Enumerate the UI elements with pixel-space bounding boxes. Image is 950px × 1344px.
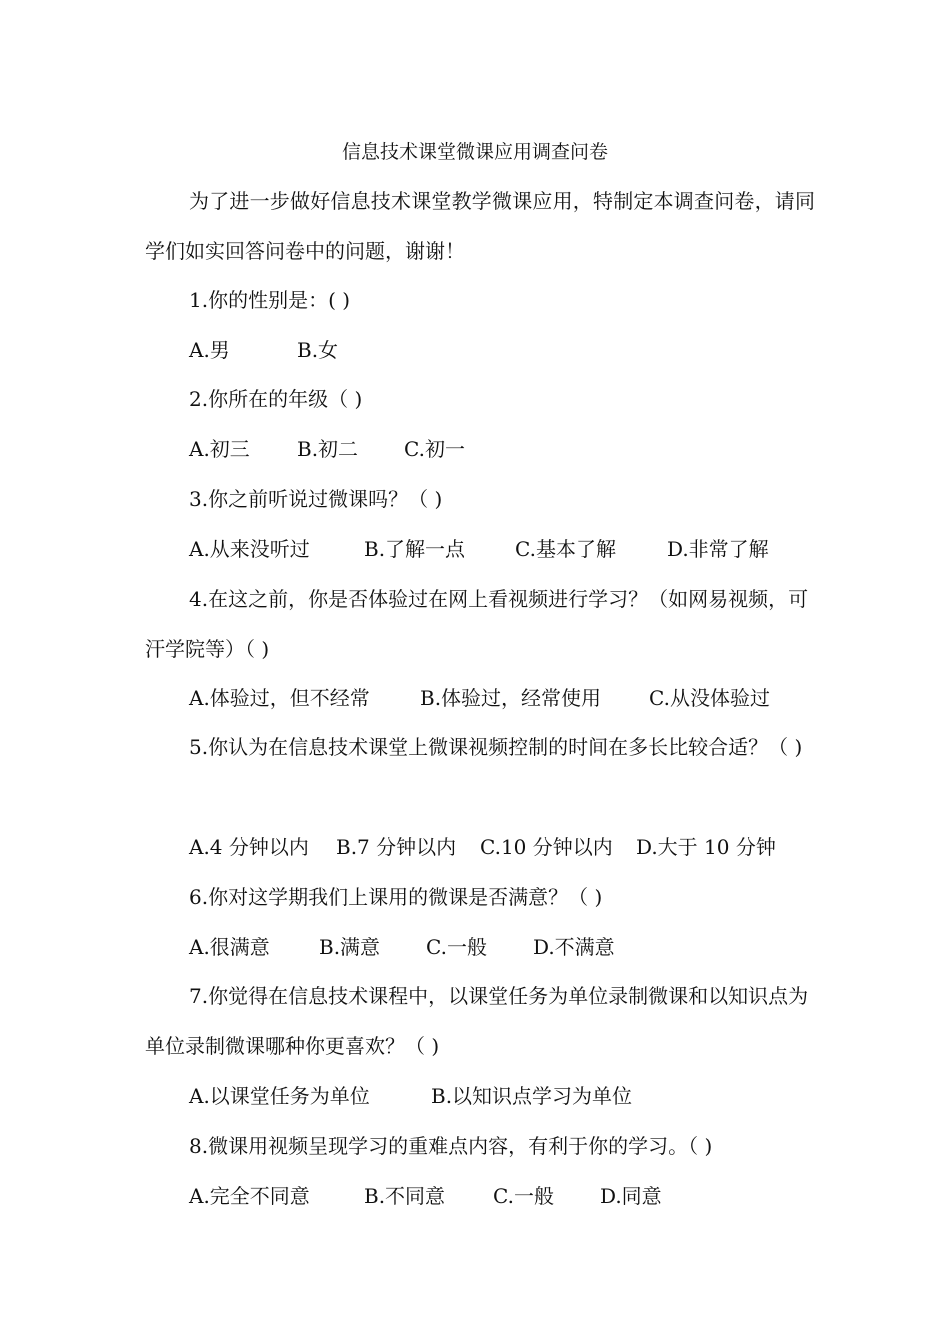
question-1-options bbox=[189, 336, 338, 364]
option-c[interactable]: C.一般 bbox=[493, 1184, 554, 1208]
question-5: 5.你认为在信息技术课堂上微课视频控制的时间在多长比较合适？（ ) bbox=[189, 735, 803, 759]
option-c[interactable]: C.10 分钟以内 bbox=[480, 835, 613, 859]
question-3-options bbox=[189, 535, 769, 563]
question-5-options bbox=[189, 833, 776, 861]
question-7-options bbox=[189, 1082, 632, 1110]
option-a[interactable]: A.完全不同意 bbox=[189, 1184, 310, 1208]
option-a[interactable]: A.4 分钟以内 bbox=[189, 835, 309, 859]
option-b[interactable]: B.体验过，经常使用 bbox=[420, 686, 602, 710]
option-d[interactable]: D.同意 bbox=[600, 1184, 662, 1208]
question-3: 3.你之前听说过微课吗？（ ) bbox=[189, 487, 443, 511]
option-a[interactable]: A.以课堂任务为单位 bbox=[189, 1084, 370, 1108]
question-4-options bbox=[189, 684, 770, 712]
option-b[interactable]: B.7 分钟以内 bbox=[336, 835, 457, 859]
option-a[interactable]: A.男 bbox=[189, 338, 230, 362]
question-6: 6.你对这学期我们上课用的微课是否满意？（ ) bbox=[189, 885, 603, 909]
option-d[interactable]: D.大于 10 分钟 bbox=[636, 835, 776, 859]
option-d[interactable]: D.不满意 bbox=[533, 935, 615, 959]
option-b[interactable]: B.满意 bbox=[319, 935, 381, 959]
option-c[interactable]: C.从没体验过 bbox=[649, 686, 770, 710]
option-c[interactable]: C.基本了解 bbox=[515, 537, 616, 561]
intro-paragraph: 为了进一步做好信息技术课堂教学微课应用，特制定本调查问卷，请同学们如实回答问卷中的问题，谢谢！ bbox=[145, 189, 815, 263]
option-a[interactable]: A.很满意 bbox=[189, 935, 270, 959]
question-8: 8.微课用视频呈现学习的重难点内容，有利于你的学习。（ ) bbox=[189, 1134, 713, 1158]
question-2-options bbox=[189, 435, 465, 463]
question-2: 2.你所在的年级（ ) bbox=[189, 387, 363, 411]
option-a[interactable]: A.初三 bbox=[189, 437, 250, 461]
question-7: 7.你觉得在信息技术课程中，以课堂任务为单位录制微课和以知识点为单位录制微课哪种你更喜欢？（ ) bbox=[145, 984, 809, 1058]
option-b[interactable]: B.以知识点学习为单位 bbox=[431, 1084, 633, 1108]
question-4: 4.在这之前，你是否体验过在网上看视频进行学习？（如网易视频，可汗学院等）（ ) bbox=[145, 587, 809, 661]
question-1: 1.你的性别是：( ) bbox=[189, 288, 351, 312]
option-b[interactable]: B.初二 bbox=[297, 437, 359, 461]
option-b[interactable]: B.了解一点 bbox=[364, 537, 466, 561]
option-a[interactable]: A.从来没听过 bbox=[189, 537, 310, 561]
option-b[interactable]: B.不同意 bbox=[364, 1184, 446, 1208]
page-title: 信息技术课堂微课应用调查问卷 bbox=[341, 141, 608, 163]
option-c[interactable]: C.初一 bbox=[404, 437, 465, 461]
option-c[interactable]: C.一般 bbox=[426, 935, 487, 959]
option-a[interactable]: A.体验过，但不经常 bbox=[189, 686, 370, 710]
question-6-options bbox=[189, 933, 615, 961]
option-b[interactable]: B.女 bbox=[297, 338, 339, 362]
question-8-options bbox=[189, 1182, 662, 1210]
option-d[interactable]: D.非常了解 bbox=[667, 537, 769, 561]
